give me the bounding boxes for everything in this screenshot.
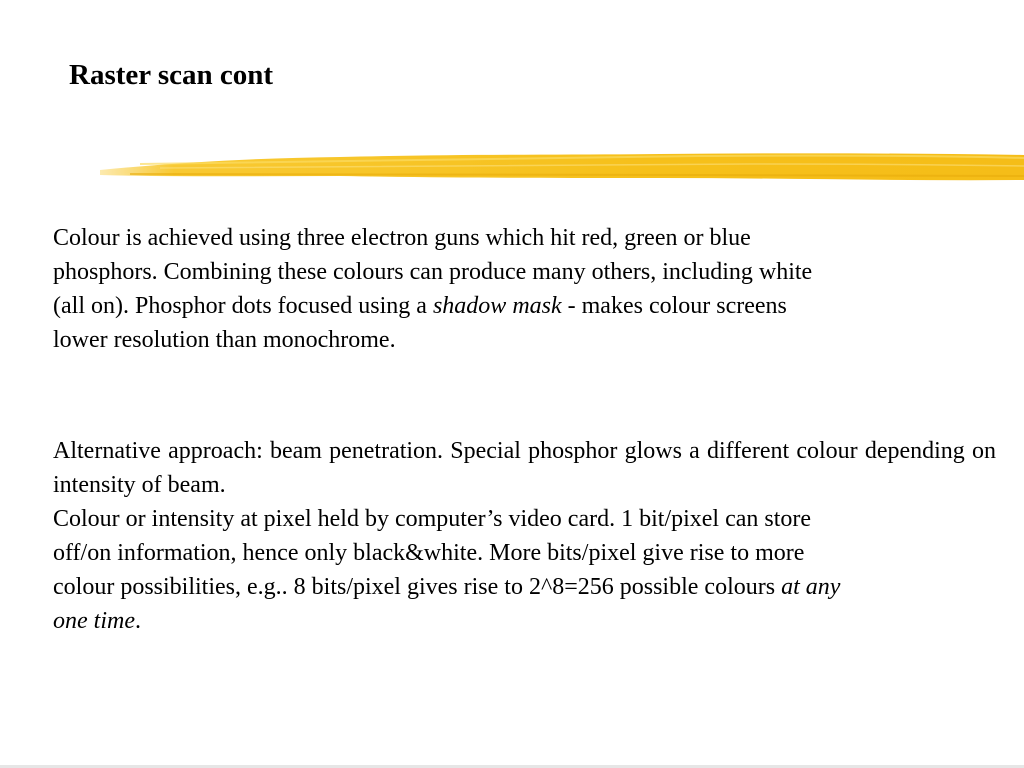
paragraph-line: lower resolution than monochrome. <box>53 327 396 353</box>
paragraph-text: (all on). Phosphor dots focused using a <box>53 293 433 319</box>
paragraph-line: Colour is achieved using three electron guns which hit red, green or blue <box>53 225 751 251</box>
italic-phrase: at any <box>781 574 841 600</box>
paragraph-text: . <box>134 608 141 634</box>
paragraph-line <box>53 604 996 638</box>
paragraph-line <box>53 289 973 323</box>
paragraph-text: - makes colour screens <box>561 293 787 319</box>
paragraph-line <box>53 570 996 604</box>
paragraph-colour-guns <box>53 221 973 357</box>
paragraph-beam-penetration <box>53 434 996 638</box>
paragraph-justified-text: Alternative approach: beam penetration. Special phosphor glows a different colour depending on intensity of beam. <box>53 438 996 498</box>
italic-term-shadow-mask: shadow mask <box>432 293 562 319</box>
italic-phrase: one time <box>53 608 135 634</box>
slide-title: Raster scan cont <box>69 59 274 91</box>
highlighter-stroke-decoration <box>0 140 1024 196</box>
paragraph-text: colour possibilities, e.g.. 8 bits/pixel gives rise to 2^8=256 possible colours <box>53 574 782 600</box>
paragraph-line: off/on information, hence only black&white. More bits/pixel give rise to more <box>53 540 805 566</box>
paragraph-line: Colour or intensity at pixel held by computer’s video card. 1 bit/pixel can store <box>53 506 812 532</box>
paragraph-line: phosphors. Combining these colours can produce many others, including white <box>53 259 813 285</box>
